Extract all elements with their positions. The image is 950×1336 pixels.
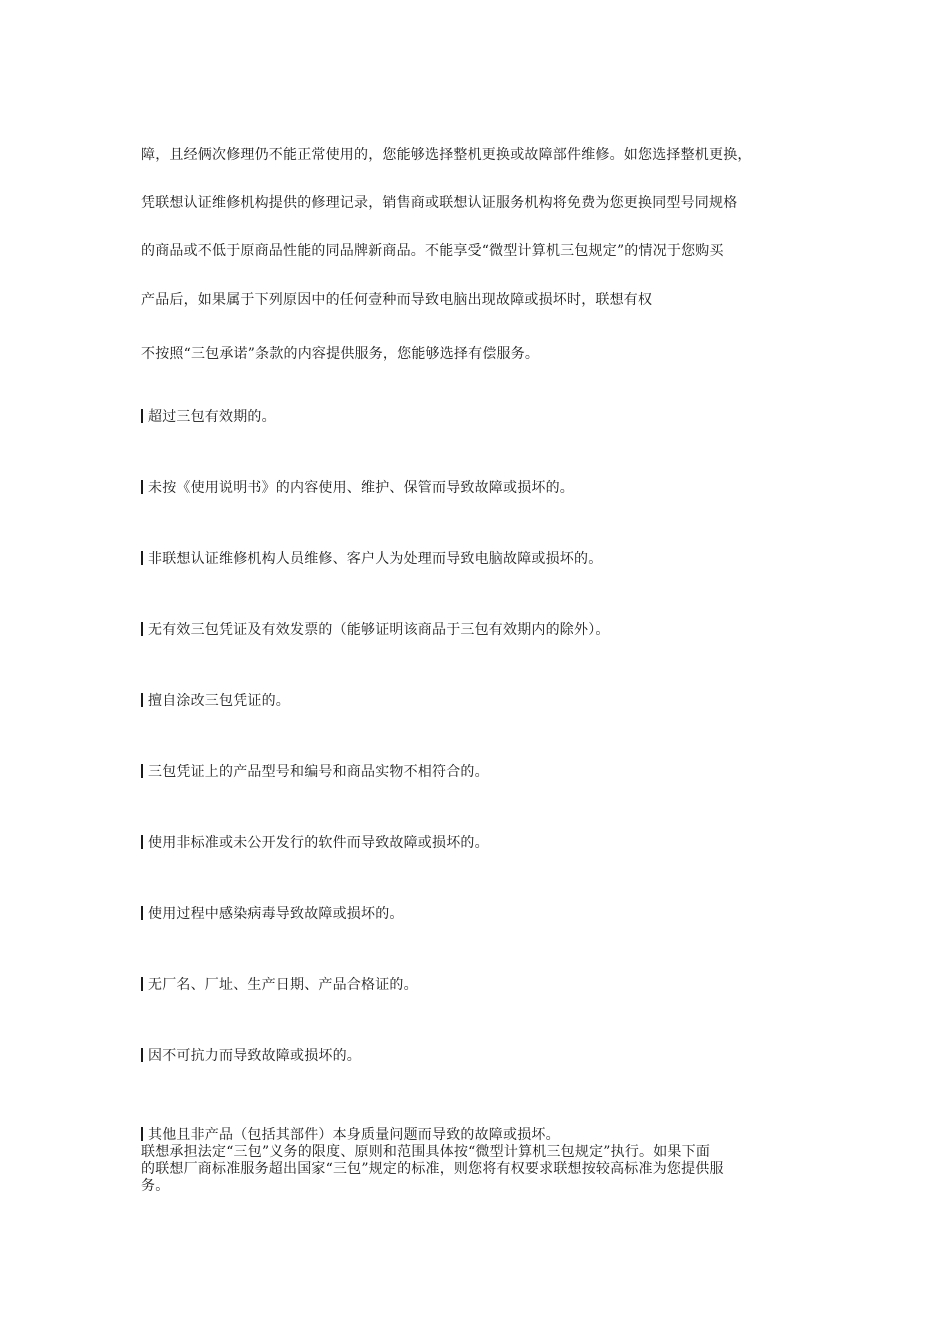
bullet-item [141,762,489,782]
paragraph-line: 不按照“三包承诺”条款的内容提供服务，您能够选择有偿服务。 [141,346,540,362]
bullet-text: 因不可抗力而导致故障或损坏的。 [148,1048,361,1064]
bullet-bar-icon [141,693,143,707]
bullet-item [141,904,404,924]
paragraph-line: 凭联想认证维修机构提供的修理记录，销售商或联想认证服务机构将免费为您更换同型号同规格 [141,195,738,211]
bullet-item [141,407,276,427]
bullet-bar-icon [141,977,143,991]
bullet-text: 擅自涂改三包凭证的。 [148,693,290,709]
bullet-text: 使用过程中感染病毒导致故障或损坏的。 [148,906,404,922]
bullet-item [141,478,574,498]
bullet-text: 非联想认证维修机构人员维修、客户人为处理而导致电脑故障或损坏的。 [148,551,603,567]
bullet-bar-icon [141,835,143,849]
bullet-item [141,975,418,995]
bullet-item [141,833,489,853]
paragraph-line: 的商品或不低于原商品性能的同品牌新商品。不能享受“微型计算机三包规定”的情况于您购买 [141,243,724,259]
bullet-text: 无厂名、厂址、生产日期、产品合格证的。 [148,977,418,993]
bullet-text: 无有效三包凭证及有效发票的（能够证明该商品于三包有效期内的除外）。 [148,622,610,638]
closing-block [141,1127,821,1195]
bullet-item [141,1046,361,1066]
bullet-item [141,691,290,711]
closing-line: 的联想厂商标准服务超出国家“三包”规定的标准，则您将有权要求联想按较高标准为您提供服 [141,1161,724,1177]
bullet-bar-icon [141,764,143,778]
bullet-text: 未按《使用说明书》的内容使用、维护、保管而导致故障或损坏的。 [148,480,574,496]
paragraph-line: 产品后，如果属于下列原因中的任何壹种而导致电脑出现故障或损坏时，联想有权 [141,292,653,308]
bullet-bar-icon [141,480,143,494]
bullet-bar-icon [141,409,143,423]
bullet-bar-icon [141,906,143,920]
closing-line: 务。 [141,1178,170,1194]
paragraph-line: 障，且经俩次修理仍不能正常使用的，您能够选择整机更换或故障部件维修。如您选择整机更换， [141,147,752,163]
bullet-bar-icon [141,551,143,565]
bullet-bar-icon [141,1127,143,1141]
bullet-text: 三包凭证上的产品型号和编号和商品实物不相符合的。 [148,764,489,780]
bullet-text: 其他且非产品（包括其部件）本身质量问题而导致的故障或损坏。 [148,1127,560,1143]
bullet-bar-icon [141,1048,143,1062]
bullet-text: 使用非标准或未公开发行的软件而导致故障或损坏的。 [148,835,489,851]
bullet-bar-icon [141,622,143,636]
closing-line: 联想承担法定“三包”义务的限度、原则和范围具体按“微型计算机三包规定”执行。如果下面 [141,1144,711,1160]
bullet-item [141,549,602,569]
bullet-item [141,620,610,640]
bullet-text: 超过三包有效期的。 [148,409,276,425]
bullet-item [141,1127,821,1144]
